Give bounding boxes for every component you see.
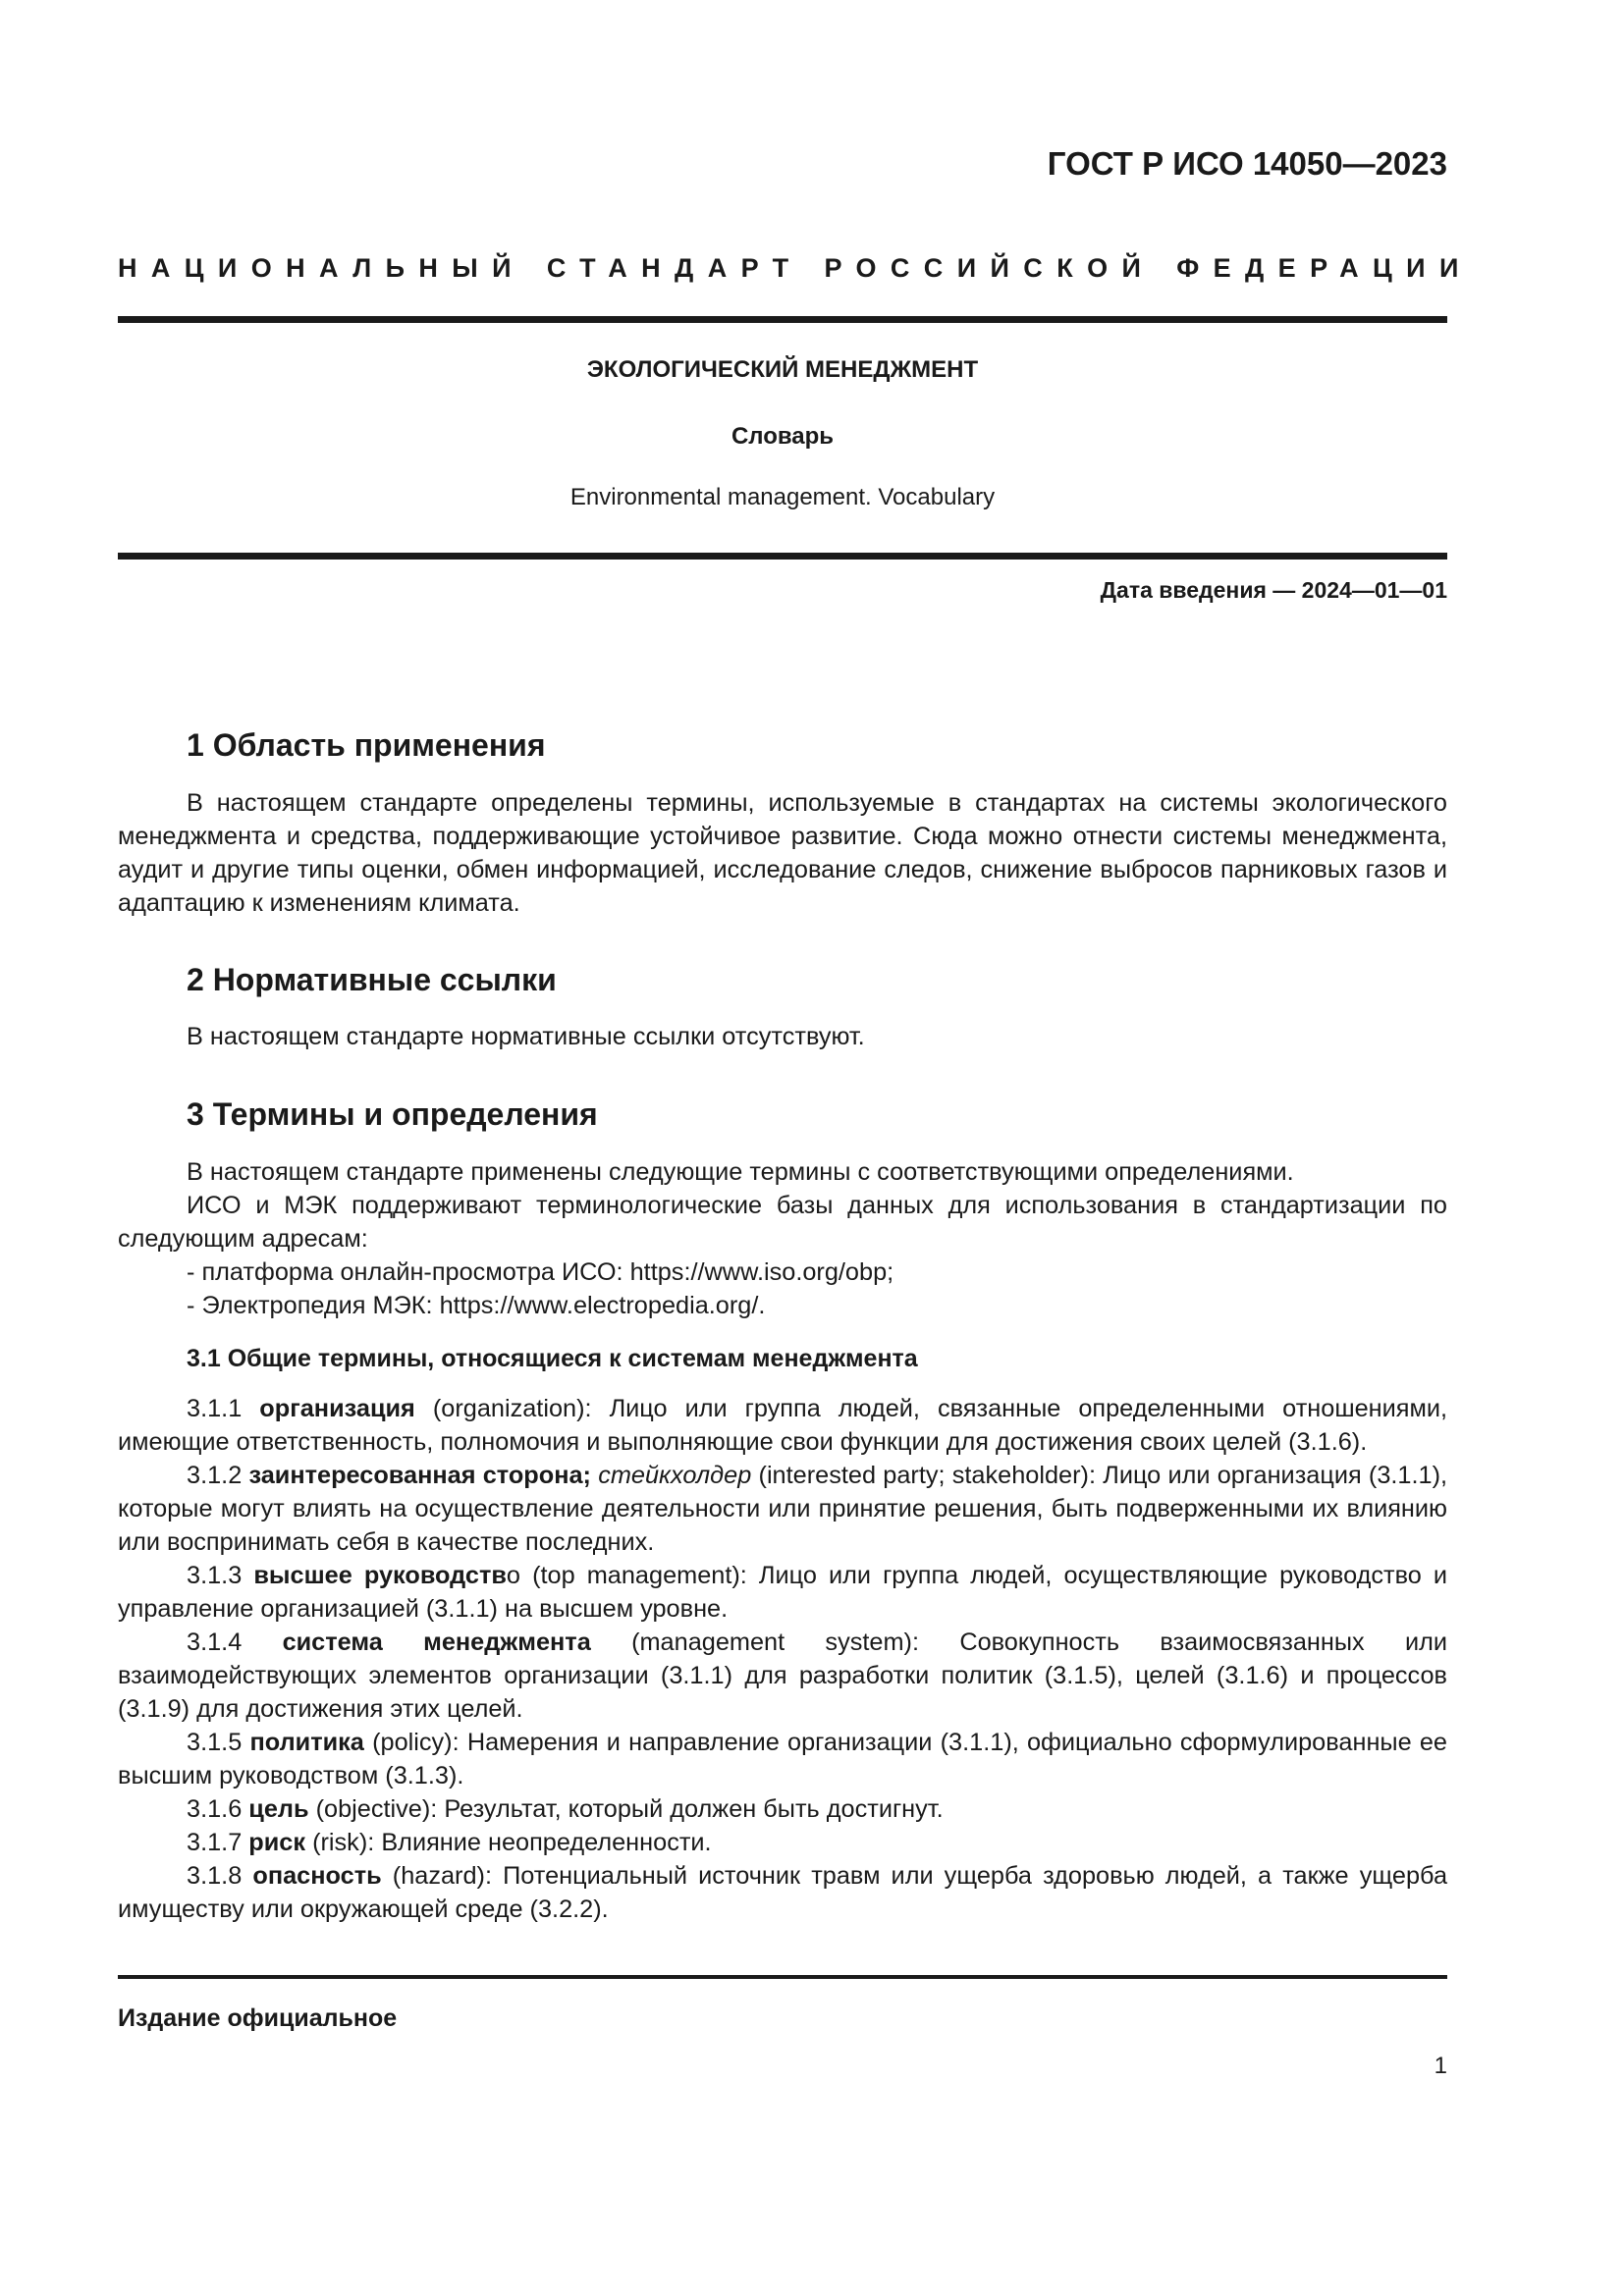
term-name: цель: [248, 1795, 309, 1823]
term-number: 3.1.1: [187, 1395, 243, 1422]
term-number: 3.1.3: [187, 1562, 243, 1589]
term-number: 3.1.5: [187, 1729, 243, 1756]
term-definition: Совокупность взаимосвязанных или взаимодействующих элементов организации (3.1.1) для разработки политик (3.1.5), целей (3.1.6) и процессов (3.1.9) для достижения этих целей.: [118, 1629, 1447, 1723]
term-name: организация: [259, 1395, 415, 1422]
document-title: ЭКОЛОГИЧЕСКИЙ МЕНЕДЖМЕНТ: [586, 356, 979, 383]
term-name: заинтересованная сторона;: [248, 1462, 591, 1489]
term-entries: [118, 1392, 1447, 1926]
term-english: (objective):: [315, 1795, 438, 1823]
references-paragraph: В настоящем стандарте нормативные ссылки отсутствуют.: [187, 1023, 865, 1050]
introduction-date: Дата введения — 2024—01—01: [1100, 577, 1447, 603]
term-entry: [118, 1826, 1447, 1859]
document-english-title: Environmental management. Vocabulary: [569, 484, 996, 510]
term-entry: [118, 1626, 1447, 1726]
official-edition-label: Издание официальное: [118, 2004, 398, 2032]
term-entry: [118, 1859, 1447, 1926]
terms-intro-paragraph: В настоящем стандарте применены следующие термины с соответствующими определениями.: [187, 1158, 1294, 1186]
section-references-body: [118, 1020, 1447, 1053]
term-name: политика: [249, 1729, 364, 1756]
term-definition: Намерения и направление организации (3.1.1), официально сформулированные ее высшим руководством (3.1.3).: [118, 1729, 1447, 1789]
term-name: риск: [248, 1829, 306, 1856]
term-entry: [118, 1726, 1447, 1792]
term-number: 3.1.4: [187, 1629, 243, 1656]
term-definition: Результат, который должен быть достигнут.: [444, 1795, 944, 1823]
page-number: 1: [1434, 2053, 1447, 2079]
term-english: (top management):: [532, 1562, 747, 1589]
header-divider-bottom: [118, 553, 1447, 560]
subsection-heading: 3.1 Общие термины, относящиеся к системам менеджмента: [187, 1345, 918, 1372]
term-definition: Лицо или группа людей, связанные определенными отношениями, имеющие ответственность, полномочия и выполняющие свои функции для достижения своих целей (3.1.6).: [118, 1395, 1448, 1456]
section-terms-intro: [118, 1155, 1447, 1322]
document-subtitle: Словарь: [731, 423, 835, 450]
term-english: (organization):: [432, 1395, 592, 1422]
terms-databases-paragraph: ИСО и МЭК поддерживают терминологические базы данных для использования в стандартизации по следующим адресам:: [118, 1192, 1447, 1253]
term-definition: Влияние неопределенности.: [381, 1829, 712, 1856]
term-number: 3.1.2: [187, 1462, 243, 1489]
term-entry: [118, 1392, 1447, 1459]
national-standard-banner: НАЦИОНАЛЬНЫЙ СТАНДАРТ РОССИЙСКОЙ ФЕДЕРАЦИИ: [118, 253, 1473, 283]
section-terms-heading: 3 Термины и определения: [187, 1096, 598, 1132]
term-synonym: стейкхолдер: [598, 1462, 752, 1489]
term-english: (hazard):: [392, 1862, 492, 1890]
term-number: 3.1.6: [187, 1795, 243, 1823]
term-entry: [118, 1792, 1447, 1826]
term-english: (policy):: [372, 1729, 460, 1756]
term-english: (risk):: [312, 1829, 375, 1856]
header-divider-top: [118, 316, 1447, 323]
scope-paragraph: В настоящем стандарте определены термины, используемые в стандартах на системы экологического менеджмента и средства, поддерживающие устойчивое развитие. Сюда можно отнести системы менеджмента, аудит и другие типы оценки, обмен информацией, исследование следов, снижение выбросов парниковых газов и адаптацию к изменениям климата.: [118, 789, 1447, 917]
database-list-item: - Электропедия МЭК: https://www.electropedia.org/.: [187, 1292, 766, 1319]
standard-code: ГОСТ Р ИСО 14050—2023: [1047, 145, 1447, 182]
term-definition: Лицо или организация (3.1.1), которые могут влиять на осуществление деятельности или принятие решения, быть подверженными их влиянию или воспринимать себя в качестве последних.: [118, 1462, 1448, 1556]
term-name-tail: о: [506, 1562, 520, 1589]
term-number: 3.1.7: [187, 1829, 243, 1856]
section-scope-heading: 1 Область применения: [187, 727, 546, 763]
database-list-item: - платформа онлайн-просмотра ИСО: https://www.iso.org/obp;: [187, 1258, 894, 1286]
section-scope-body: [118, 786, 1447, 920]
section-references-heading: 2 Нормативные ссылки: [187, 962, 557, 997]
term-entry: [118, 1459, 1447, 1559]
term-name: опасность: [252, 1862, 382, 1890]
term-name: система менеджмента: [282, 1629, 591, 1656]
term-number: 3.1.8: [187, 1862, 243, 1890]
term-entry: [118, 1559, 1447, 1626]
term-definition: Лицо или группа людей, осуществляющие руководство и управление организацией (3.1.1) на высшем уровне.: [118, 1562, 1448, 1623]
term-definition: Потенциальный источник травм или ущерба здоровью людей, а также ущерба имуществу или окружающей среде (3.2.2).: [118, 1862, 1448, 1923]
term-name: высшее руководств: [253, 1562, 507, 1589]
footer-divider: [118, 1975, 1447, 1979]
term-english: (interested party; stakeholder):: [758, 1462, 1096, 1489]
term-english: (management system):: [631, 1629, 920, 1656]
